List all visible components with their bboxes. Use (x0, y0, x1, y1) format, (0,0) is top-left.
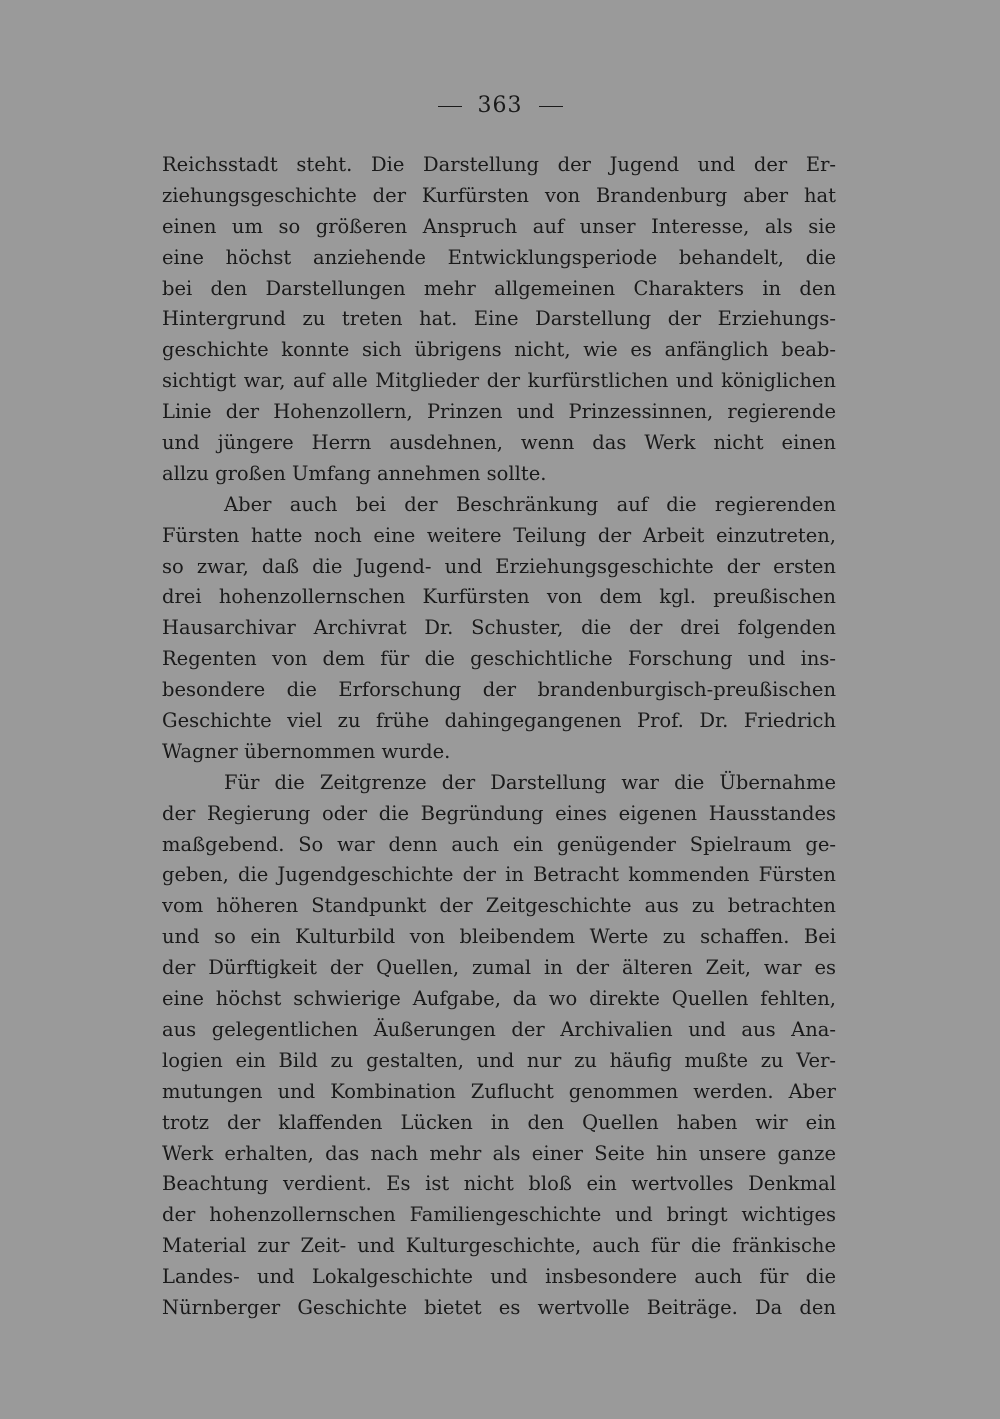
text-line: trotz der klaffenden Lücken in den Quellen haben wir ein (162, 1110, 836, 1134)
text-line: Material zur Zeit- und Kulturgeschichte, auch für die fränkische (162, 1234, 836, 1258)
text-line: Hintergrund zu treten hat. Eine Darstellung der Erziehungs- (162, 307, 836, 331)
page-header (0, 93, 1000, 118)
text-line: ziehungsgeschichte der Kurfürsten von Brandenburg aber hat (162, 183, 836, 207)
text-line: sichtigt war, auf alle Mitglieder der kurfürstlichen und königlichen (162, 369, 836, 393)
text-line: mutungen und Kombination Zuflucht genommen werden. Aber (162, 1079, 836, 1103)
text-line: Aber auch bei der Beschränkung auf die regierenden (224, 492, 836, 516)
text-line: so zwar, daß die Jugend- und Erziehungsgeschichte der ersten (162, 554, 836, 578)
text-line: Fürsten hatte noch eine weitere Teilung der Arbeit einzutreten, (162, 523, 836, 547)
text-line: allzu großen Umfang annehmen sollte. (162, 461, 547, 485)
text-line: Regenten von dem für die geschichtliche Forschung und ins- (162, 647, 836, 671)
body-text (162, 150, 836, 1324)
text-line: Hausarchivar Archivrat Dr. Schuster, die der drei folgenden (162, 616, 836, 640)
text-line: Linie der Hohenzollern, Prinzen und Prinzessinnen, regierende (162, 400, 836, 424)
text-line: Für die Zeitgrenze der Darstellung war die Übernahme (224, 770, 836, 794)
text-line: logien ein Bild zu gestalten, und nur zu häufig mußte zu Ver- (162, 1048, 836, 1072)
text-line: besondere die Erforschung der brandenburgisch-preußischen (162, 678, 836, 702)
text-line: Landes- und Lokalgeschichte und insbesondere auch für die (162, 1265, 836, 1289)
text-line: eine höchst schwierige Aufgabe, da wo direkte Quellen fehlten, (162, 987, 836, 1011)
text-line: bei den Darstellungen mehr allgemeinen Charakters in den (162, 276, 836, 300)
text-line: und so ein Kulturbild von bleibendem Werte zu schaffen. Bei (162, 925, 836, 949)
text-line: Nürnberger Geschichte bietet es wertvolle Beiträge. Da den (162, 1295, 836, 1319)
text-line: vom höheren Standpunkt der Zeitgeschichte aus zu betrachten (162, 894, 836, 918)
text-line: maßgebend. So war denn auch ein genügender Spielraum ge- (162, 832, 836, 856)
text-line: Beachtung verdient. Es ist nicht bloß ein wertvolles Denkmal (162, 1172, 836, 1196)
text-line: der Regierung oder die Begründung eines eigenen Hausstandes (162, 801, 836, 825)
text-line: der Dürftigkeit der Quellen, zumal in der älteren Zeit, war es (162, 956, 836, 980)
text-line: der hohenzollernschen Familiengeschichte und bringt wichtiges (162, 1203, 836, 1227)
text-line: aus gelegentlichen Äußerungen der Archivalien und aus Ana- (162, 1017, 836, 1041)
page-number: 363 (477, 93, 523, 118)
text-line: geben, die Jugendgeschichte der in Betracht kommenden Fürsten (162, 863, 836, 887)
header-dash-right (539, 106, 563, 107)
text-line: einen um so größeren Anspruch auf unser Interesse, als sie (162, 214, 836, 238)
text-line: Werk erhalten, das nach mehr als einer Seite hin unsere ganze (162, 1141, 836, 1165)
header-dash-left (438, 106, 462, 107)
text-line: und jüngere Herrn ausdehnen, wenn das Werk nicht einen (162, 431, 836, 455)
text-line: Reichsstadt steht. Die Darstellung der Jugend und der Er- (162, 153, 836, 176)
text-line: Wagner übernommen wurde. (162, 739, 451, 763)
text-line: geschichte konnte sich übrigens nicht, wie es anfänglich beab- (162, 338, 836, 362)
text-line: Geschichte viel zu frühe dahingegangenen Prof. Dr. Friedrich (162, 709, 836, 733)
text-line: eine höchst anziehende Entwicklungsperiode behandelt, die (162, 245, 836, 269)
text-line: drei hohenzollernschen Kurfürsten von dem kgl. preußischen (162, 585, 836, 609)
